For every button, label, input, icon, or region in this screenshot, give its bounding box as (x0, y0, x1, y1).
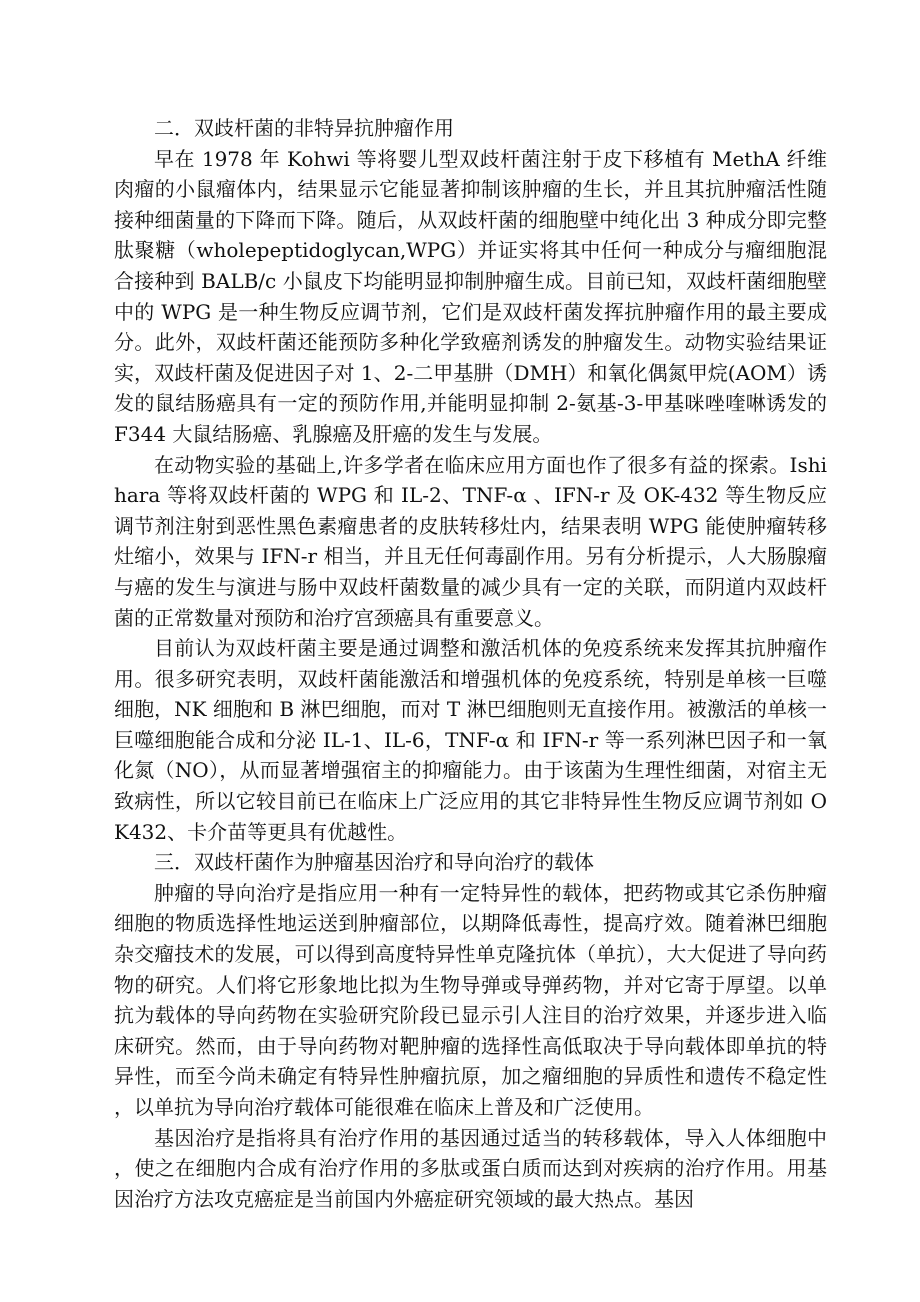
paragraph: 基因治疗是指将具有治疗作用的基因通过适当的转移载体，导入人体细胞中，使之在细胞内合成有治疗作用的多肽或蛋白质而达到对疾病的治疗作用。用基因治疗方法攻克癌症是当前国内外癌症研究领域的最大热点。基因 (114, 1125, 827, 1211)
paragraph: 在动物实验的基础上,许多学者在临床应用方面也作了很多有益的探索。Ishihara 等将双歧杆菌的 WPG 和 IL-2、TNF-α 、IFN-r 及 OK-432 等生物反应调节剂注射到恶性黑色素瘤患者的皮肤转移灶内，结果表明 WPG 能使肿瘤转移灶缩小，效果与 IFN-r 相当，并且无任何毒副作用。另有分析提示，人大肠腺瘤与癌的发生与演进与肠中双歧杆菌数量的减少具有一定的关联，而阴道内双歧杆菌的正常数量对预防和治疗宫颈癌具有重要意义。 (114, 452, 827, 630)
paragraph: 早在 1978 年 Kohwi 等将婴儿型双歧杆菌注射于皮下移植有 MethA 纤维肉瘤的小鼠瘤体内，结果显示它能显著抑制该肿瘤的生长，并且其抗肿瘤活性随接种细菌量的下降而下降。随后，从双歧杆菌的细胞壁中纯化出 3 种成分即完整肽聚糖（wholepeptidoglycan,WPG）并证实将其中任何一种成分与瘤细胞混合接种到 BALB/c 小鼠皮下均能明显抑制肿瘤生成。目前已知，双歧杆菌细胞壁中的 WPG 是一种生物反应调节剂，它们是双歧杆菌发挥抗肿瘤作用的最主要成分。此外，双歧杆菌还能预防多种化学致癌剂诱发的肿瘤发生。动物实验结果证实，双歧杆菌及促进因子对 1、2-二甲基肼（DMH）和氧化偶氮甲烷(AOM）诱发的鼠结肠癌具有一定的预防作用,并能明显抑制 2-氨基-3-甲基咪唑喹啉诱发的 F344 大鼠结肠癌、乳腺癌及肝癌的发生与发展。 (114, 146, 827, 446)
paragraph: 目前认为双歧杆菌主要是通过调整和激活机体的免疫系统来发挥其抗肿瘤作用。很多研究表明，双歧杆菌能激活和增强机体的免疫系统，特别是单核一巨噬细胞，NK 细胞和 B 淋巴细胞，而对 T 淋巴细胞则无直接作用。被激活的单核一巨噬细胞能合成和分泌 IL-1、IL-6，TNF-α 和 IFN-r 等一系列淋巴因子和一氧化氮（NO），从而显著增强宿主的抑瘤能力。由于该菌为生理性细菌，对宿主无致病性，所以它较目前已在临床上广泛应用的其它非特异性生物反应调节剂如 OK432、卡介苗等更具有优越性。 (114, 636, 827, 844)
section-heading: 二．双歧杆菌的非特异抗肿瘤作用 (154, 116, 454, 140)
document-body (114, 113, 827, 1214)
paragraph: 肿瘤的导向治疗是指应用一种有一定特异性的载体，把药物或其它杀伤肿瘤细胞的物质选择性地运送到肿瘤部位，以期降低毒性，提高疗效。随着淋巴细胞杂交瘤技术的发展，可以得到高度特异性单克隆抗体（单抗），大大促进了导向药物的研究。人们将它形象地比拟为生物导弹或导弹药物，并对它寄于厚望。以单抗为载体的导向药物在实验研究阶段已显示引人注目的治疗效果，并逐步进入临床研究。然而，由于导向药物对靶肿瘤的选择性高低取决于导向载体即单抗的特异性，而至今尚未确定有特异性肿瘤抗原，加之瘤细胞的异质性和遗传不稳定性，以单抗为导向治疗载体可能很难在临床上普及和广泛使用。 (114, 880, 827, 1119)
section-heading: 三．双歧杆菌作为肿瘤基因治疗和导向治疗的载体 (154, 850, 594, 875)
